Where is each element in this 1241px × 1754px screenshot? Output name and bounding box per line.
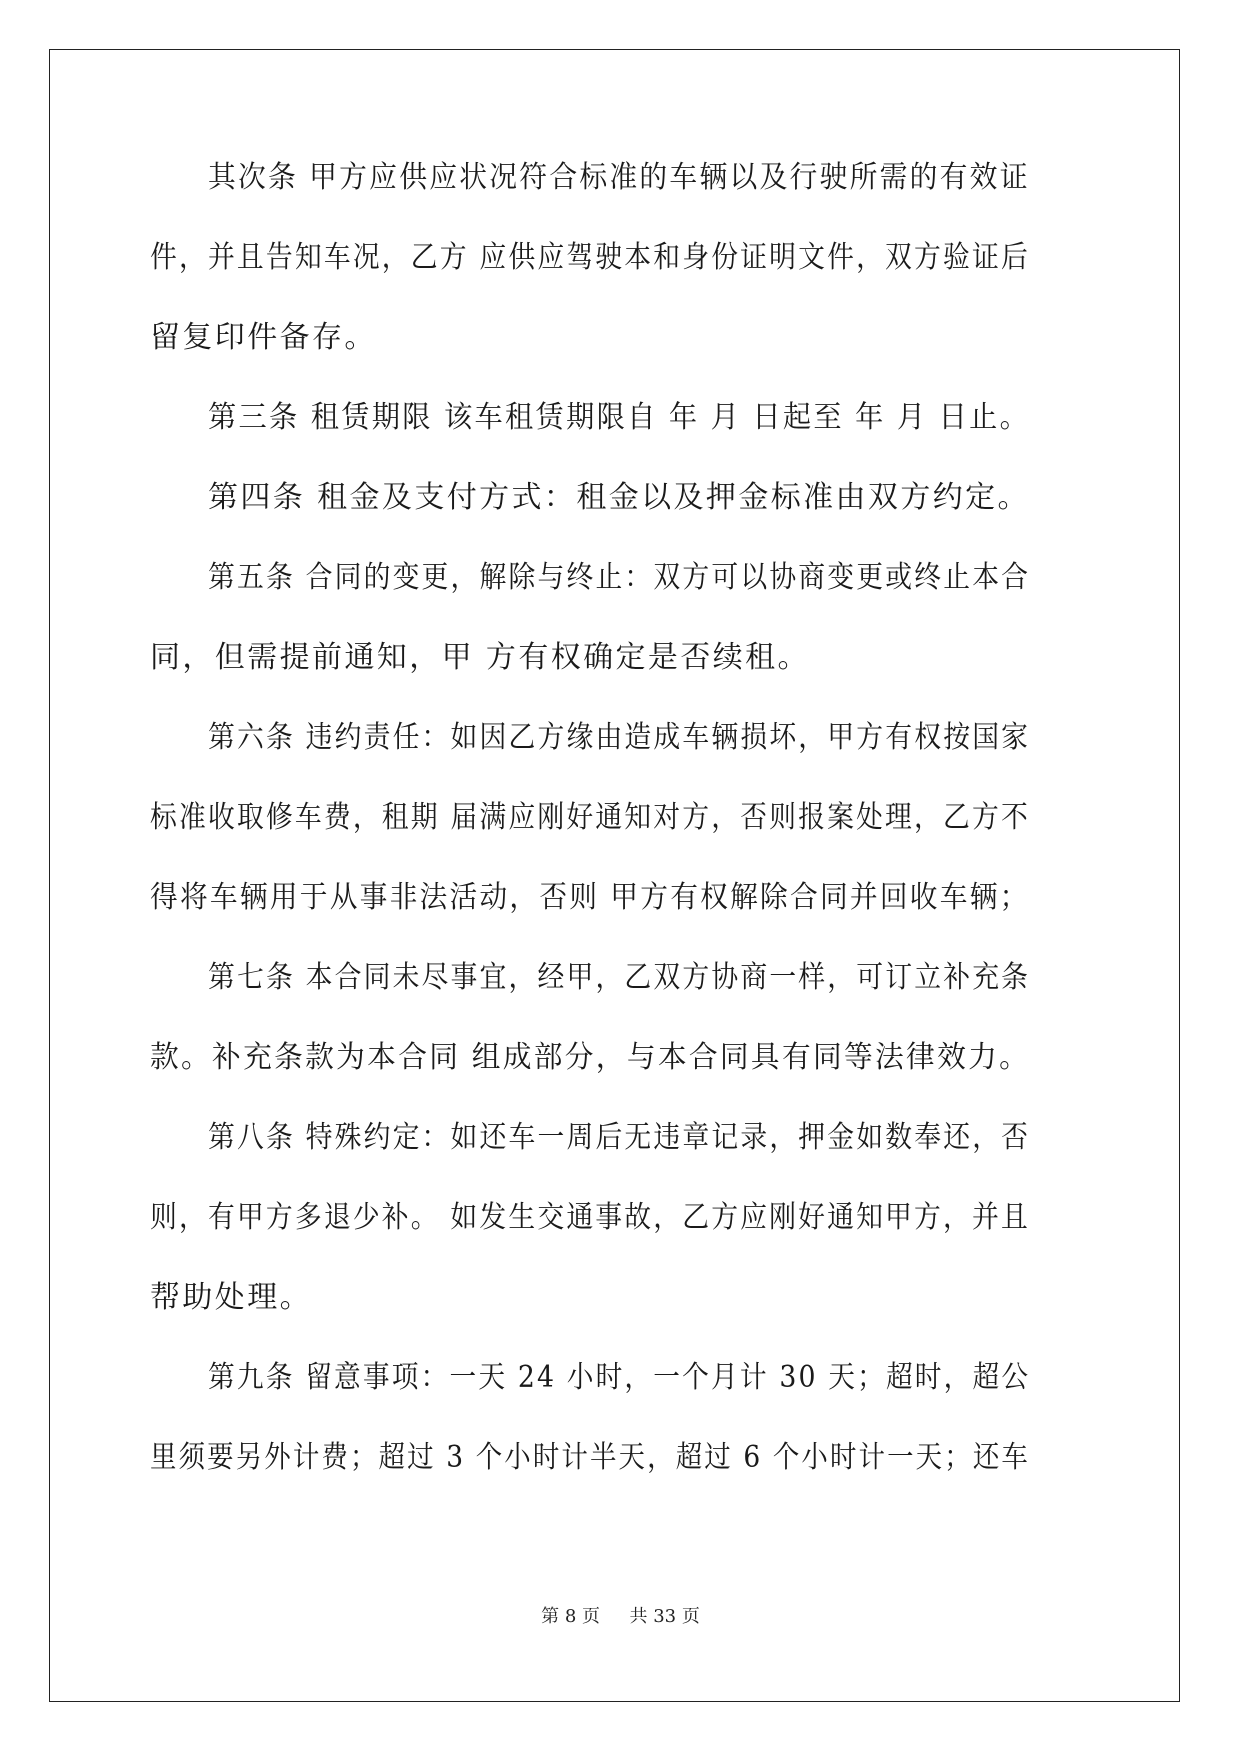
page-total: 共 33 页 bbox=[629, 1606, 700, 1627]
text-line: 第三条 租赁期限 该车租赁期限自 年 月 日起至 年 月 日止。 bbox=[208, 400, 1031, 435]
text-line: 款。补充条款为本合同 组成部分，与本合同具有同等法律效力。 bbox=[150, 1040, 1031, 1075]
page-number: 第 8 页 bbox=[541, 1606, 601, 1627]
text-line: 第五条 合同的变更，解除与终止：双方可以协商变更或终止本合 bbox=[208, 560, 1031, 595]
text-line: 帮助处理。 bbox=[150, 1280, 312, 1315]
page-footer bbox=[0, 1606, 1241, 1628]
text-line: 第四条 租金及支付方式：租金以及押金标准由双方约定。 bbox=[208, 480, 1030, 515]
text-line: 第九条 留意事项：一天 24 小时，一个月计 30 天；超时，超公 bbox=[208, 1360, 1031, 1395]
document-body bbox=[150, 158, 1085, 1488]
text-line: 件，并且告知车况，乙方 应供应驾驶本和身份证明文件，双方验证后 bbox=[150, 240, 1030, 275]
text-line: 同，但需提前通知，甲 方有权确定是否续租。 bbox=[150, 640, 810, 675]
text-line: 第八条 特殊约定：如还车一周后无违章记录，押金如数奉还，否 bbox=[208, 1120, 1031, 1155]
text-line: 留复印件备存。 bbox=[150, 320, 377, 355]
text-line: 第六条 违约责任：如因乙方缘由造成车辆损坏，甲方有权按国家 bbox=[208, 720, 1031, 755]
text-line: 第七条 本合同未尽事宜，经甲，乙双方协商一样，可订立补充条 bbox=[208, 960, 1031, 995]
text-line: 标准收取修车费，租期 届满应刚好通知对方，否则报案处理，乙方不 bbox=[150, 800, 1030, 835]
text-line: 则，有甲方多退少补。 如发生交通事故，乙方应刚好通知甲方，并且 bbox=[150, 1200, 1030, 1235]
text-line: 得将车辆用于从事非法活动，否则 甲方有权解除合同并回收车辆； bbox=[150, 880, 1030, 915]
text-line: 里须要另外计费；超过 3 个小时计半天，超过 6 个小时计一天；还车 bbox=[150, 1440, 1030, 1475]
text-line: 其次条 甲方应供应状况符合标准的车辆以及行驶所需的有效证 bbox=[208, 160, 1030, 195]
